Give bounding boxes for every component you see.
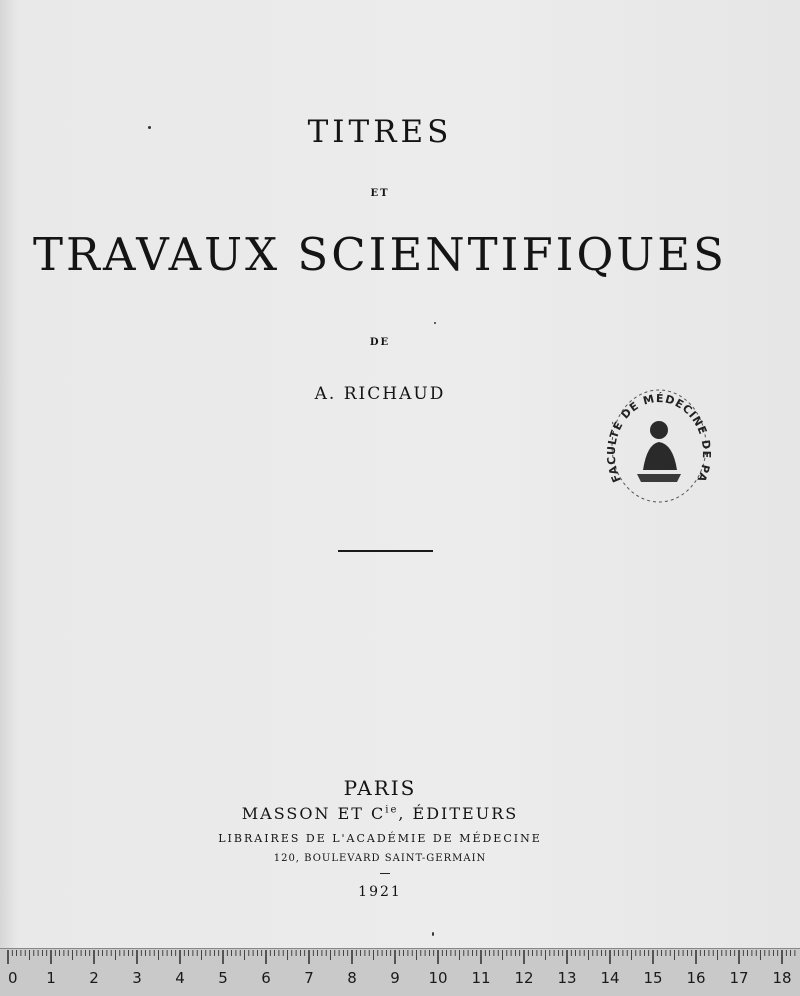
imprint-address: 120, BOULEVARD SAINT-GERMAIN (273, 853, 487, 864)
imprint-year: 1921 (358, 884, 402, 900)
imprint-publisher: MASSON ET $C^{ie}$, ÉDITEURS (241, 804, 519, 823)
imprint-city: PARIS (343, 776, 417, 800)
ruler-label: 8 (347, 969, 357, 987)
library-stamp (607, 384, 711, 510)
ruler-label: 16 (686, 969, 706, 987)
author-name: A. RICHAUD (314, 384, 446, 404)
ruler-label: 18 (772, 969, 792, 987)
ruler-label: 13 (557, 969, 577, 987)
ruler-label: 4 (175, 969, 185, 987)
divider-rule (338, 550, 433, 552)
ink-speck (148, 126, 151, 129)
ruler-label: 12 (514, 969, 534, 987)
ruler-scale (0, 949, 800, 996)
ruler-label: 1 (46, 969, 56, 987)
measuring-ruler (0, 948, 800, 996)
ruler-label: 15 (643, 969, 663, 987)
ruler-label: 11 (471, 969, 491, 987)
imprint-dash (380, 873, 390, 874)
ruler-label: 10 (428, 969, 448, 987)
ruler-label: 9 (390, 969, 400, 987)
title-line-2: TRAVAUX SCIENTIFIQUES (33, 228, 727, 281)
imprint-booksellers: LIBRAIRES DE L'ACADÉMIE DE MÉDECINE (218, 832, 542, 845)
ruler-label: 0 (8, 969, 18, 987)
ink-speck (432, 932, 434, 936)
title-preposition: DE (369, 337, 391, 348)
ruler-label: 3 (132, 969, 142, 987)
ruler-label: 7 (304, 969, 314, 987)
ruler-label: 5 (218, 969, 228, 987)
ink-speck (434, 322, 436, 324)
title-conjunction: ET (370, 188, 390, 199)
ruler-label: 6 (261, 969, 271, 987)
ruler-label: 2 (89, 969, 99, 987)
ruler-label: 14 (600, 969, 620, 987)
ruler-label: 17 (729, 969, 749, 987)
stamp-text: FA LTÉ DE MÉDECINE PA (607, 391, 711, 485)
title-line-1: TITRES (307, 114, 453, 150)
stamp-emblem-icon (637, 421, 681, 482)
